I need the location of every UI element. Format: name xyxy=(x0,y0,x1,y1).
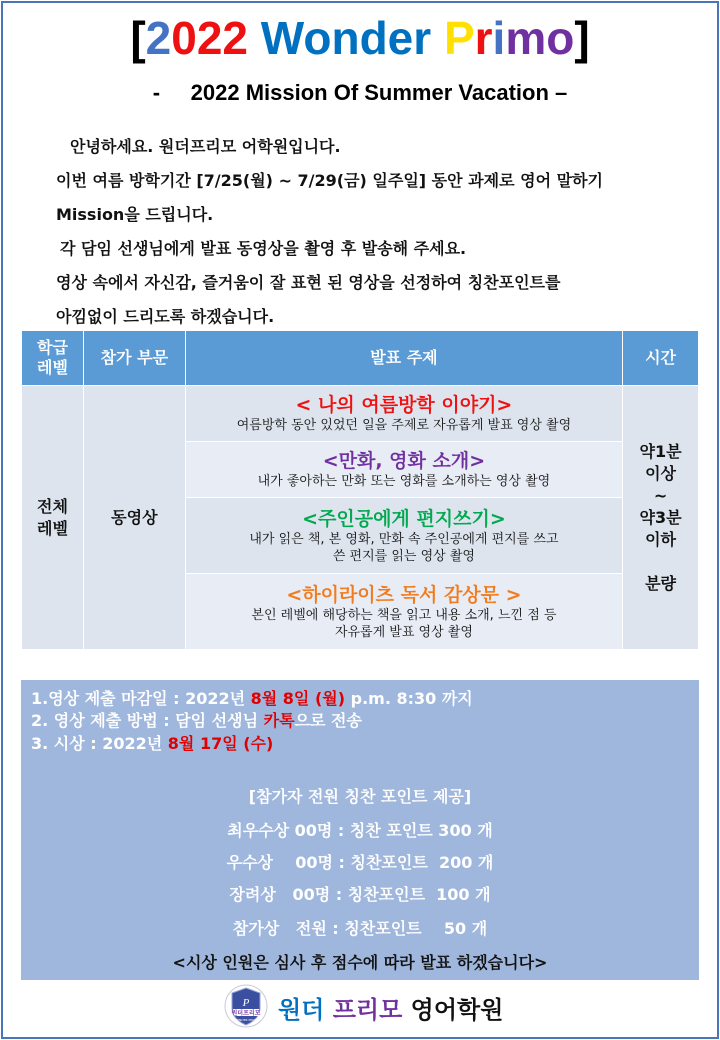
level-cell: 전체 레벨 xyxy=(22,386,84,650)
topic-desc: 본인 레벨에 해당하는 책을 읽고 내용 소개, 느낀 점 등 자유롭게 발표 영상 촬영 xyxy=(251,607,557,640)
topic-desc: 여름방학 동안 있었던 일을 주제로 자유롭게 발표 영상 촬영 xyxy=(236,418,572,433)
award-line: 장려상 00명 : 칭찬포인트 100 개 xyxy=(229,885,491,904)
info-box xyxy=(21,680,699,980)
intro-line: 아낌없이 드리도록 하겠습니다. xyxy=(56,307,275,326)
intro-line: 각 담임 선생님에게 발표 동영상을 촬영 후 발송해 주세요. xyxy=(60,239,467,258)
shield-badge-icon xyxy=(224,984,268,1028)
topic-desc: 내가 좋아하는 만화 또는 영화를 소개하는 영상 촬영 xyxy=(257,474,551,489)
mission-table xyxy=(21,330,699,650)
deadline-date: 8월 8일 (월) xyxy=(250,689,346,708)
notice-line: <시상 인원은 심사 후 점수에 따라 발표 하겠습니다> xyxy=(172,953,548,972)
method-suffix: 으로 전송 xyxy=(294,711,362,730)
intro-line: Mission을 드립니다. xyxy=(56,205,214,224)
award-date-line xyxy=(31,731,273,754)
intro-line: 영상 속에서 자신감, 즐거움이 잘 표현 된 영상을 선정하여 칭찬포인트를 xyxy=(56,273,561,292)
header-level: 학급 레벨 xyxy=(22,331,84,386)
badge-sub: WONDER PRIMO xyxy=(233,1018,259,1022)
title-char: 2 xyxy=(145,12,172,64)
method-label: 2. 영상 제출 방법 : 담임 선생님 xyxy=(31,711,264,730)
title-bracket-open: [ xyxy=(130,12,146,64)
topic-cell xyxy=(185,574,622,650)
title-char: m xyxy=(505,12,547,64)
intro-line: 이번 여름 방학기간 [7/25(월) ~ 7/29(금) 일주일] 동안 과제로 영어 말하기 xyxy=(56,171,603,190)
award-line: 참가상 전원 : 칭찬포인트 50 개 xyxy=(232,919,488,938)
topic-title: <하이라이츠 독서 감상문 > xyxy=(286,583,522,606)
title-char: 2 xyxy=(222,12,249,64)
title-char: r xyxy=(474,12,493,64)
header-time: 시간 xyxy=(623,331,699,386)
method-line xyxy=(31,708,362,731)
page-title xyxy=(0,6,720,70)
deadline-line xyxy=(31,686,473,709)
title-char: i xyxy=(492,12,506,64)
topic-title: <주인공에게 편지쓰기> xyxy=(302,507,506,530)
topic-cell xyxy=(185,386,622,442)
deadline-time: p.m. 8:30 까지 xyxy=(345,689,473,708)
title-bracket-close: ] xyxy=(574,12,590,64)
topic-cell xyxy=(185,442,622,498)
academy-logo xyxy=(224,982,524,1030)
topic-title: <만화, 영화 소개> xyxy=(322,450,486,472)
title-char: o xyxy=(546,12,575,64)
academy-name xyxy=(278,990,503,1025)
award-date: 8월 17일 (수) xyxy=(167,734,274,753)
division-cell: 동영상 xyxy=(83,386,185,650)
intro-line: 안녕하세요. 원더프리모 어학원입니다. xyxy=(70,137,341,156)
topic-title: < 나의 여름방학 이야기> xyxy=(295,394,513,416)
topic-cell xyxy=(185,498,622,574)
topic-desc: 내가 읽은 책, 본 영화, 만화 속 주인공에게 편지를 쓰고 쓴 편지를 읽는 영상 촬영 xyxy=(249,531,559,564)
badge-text: 원더프리모 xyxy=(231,1010,261,1017)
method-kakao: 카톡 xyxy=(263,711,295,730)
deadline-label: 1.영상 제출 마감일 : 2022년 xyxy=(31,689,251,708)
academy-name-part: 프리모 xyxy=(324,996,403,1024)
header-division: 참가 부문 xyxy=(83,331,185,386)
title-wonder: Wonder xyxy=(260,12,432,64)
title-char: 0 xyxy=(171,12,197,64)
header-topic: 발표 주제 xyxy=(185,331,622,386)
academy-name-part: 영어학원 xyxy=(402,996,504,1024)
intro-text xyxy=(56,130,696,334)
time-cell: 약1분 이상 ~ 약3분 이하 분량 xyxy=(623,386,699,650)
page-subtitle: - 2022 Mission Of Summer Vacation – xyxy=(152,80,568,105)
award-date-label: 3. 시상 : 2022년 xyxy=(31,734,168,753)
title-char: P xyxy=(443,12,475,64)
academy-name-part: 원더 xyxy=(278,996,325,1024)
award-line: 우수상 00명 : 칭찬포인트 200 개 xyxy=(226,853,494,872)
title-char: 2 xyxy=(196,12,223,64)
award-line: 최우수상 00명 : 칭찬 포인트 300 개 xyxy=(227,821,493,840)
svg-text:P: P xyxy=(242,997,250,1009)
points-title: [참가자 전원 칭찬 포인트 제공] xyxy=(248,787,472,806)
